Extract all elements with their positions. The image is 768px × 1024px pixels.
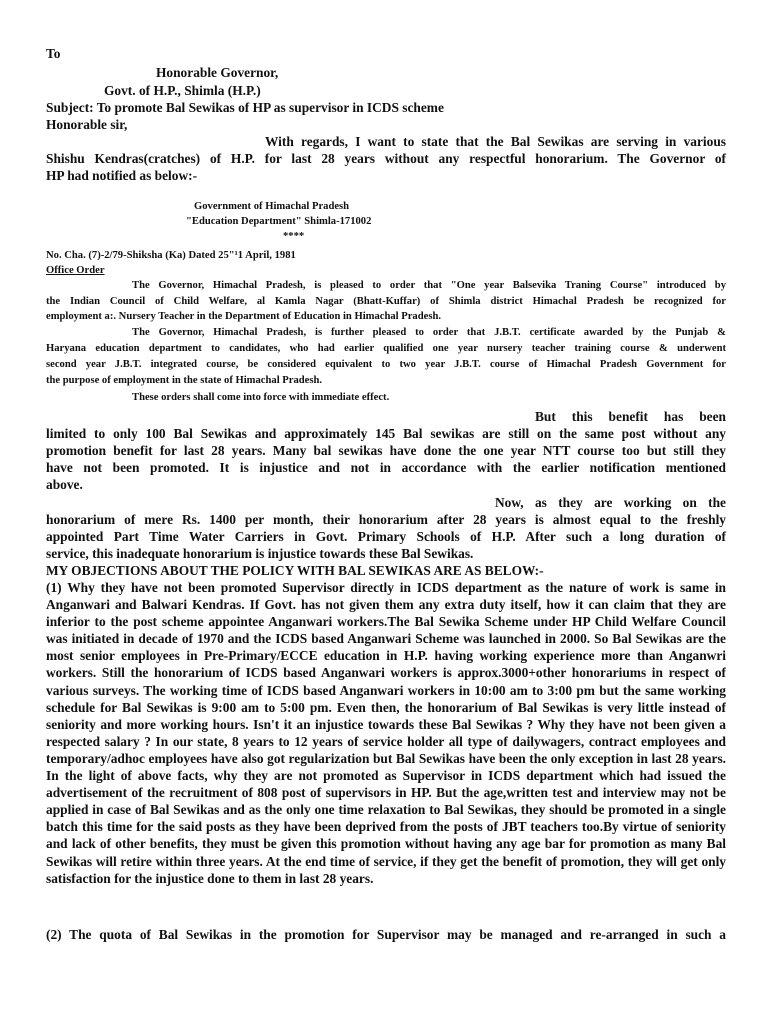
addressee-office: Govt. of H.P., Shimla (H.P.) <box>104 83 261 98</box>
order-p2-line-2: Haryana education department to candidates, who had earlier qualified one year nursery teacher training course & underwent <box>46 343 726 354</box>
office-order-heading: Office Order <box>46 265 105 276</box>
order-p2-line-3: second year J.B.T. integrated course, be considered equivalent to two year J.B.T. course of Himachal Pradesh Government for <box>46 359 726 370</box>
benefit-line-1: But this benefit has been <box>535 409 726 424</box>
intro-line-1: With regards, I want to state that the Bal Sewikas are serving in various <box>265 134 726 149</box>
order-p1-line-3: employment a:. Nursery Teacher in the Department of Education in Himachal Pradesh. <box>46 311 441 322</box>
notification-stars: **** <box>283 231 305 242</box>
objection-2-start: (2) The quota of Bal Sewikas in the promotion for Supervisor may be managed and re-arranged in such a <box>46 927 726 942</box>
honorarium-line-2: honorarium of mere Rs. 1400 per month, their honorarium after 28 years is almost equal to the freshly <box>46 512 726 527</box>
honorarium-line-3: appointed Part Time Water Carriers in Govt. Primary Schools of H.P. After such a long duration of <box>46 529 726 544</box>
notification-dept: "Education Department" Shimla-171002 <box>186 216 372 227</box>
order-p3: These orders shall come into force with immediate effect. <box>132 392 390 403</box>
salutation: Honorable sir, <box>46 117 128 132</box>
notification-govt: Government of Himachal Pradesh <box>194 201 350 212</box>
addressee-title: Honorable Governor, <box>156 65 279 80</box>
objection-1-paragraph: (1) Why they have not been promoted Supervisor directly in ICDS department as the nature of work is same in Anganwari and Balwari Kendras. If Govt. has not given them any extra duty itself, how it can claim that they are inferior to the post scheme appointee Anganwari workers.The Bal Sewika Scheme under HP Child Welfare Council was initiated in decade of 1970 and the ICDS based Anganwari Scheme was launched in 2000. So Bal Sewikas are the most senior employees in Pre-Primary/ECCE education in H.P. having working experience more than Anganwri workers. Still the honorarium of ICDS based Anganwari workers is approx.3000+other honorariums in respect of various surveys. The working time of ICDS based Anganwari workers in 10:00 am to 3:00 pm but the same working schedule for Bal Sewikas is 9:00 am to 5:00 pm. Even then, the honorarium of Bal Sewikas is very little instead of seniority and more working hours. Isn't it an injustice towards these Bal Sewikas ? Why they have not been given a respected salary ? In our state, 8 years to 12 years of service holder all type of dailywagers, contract employees and temporary/adhoc employees have also got regularization but Bal Sewikas have been the only exception in last 28 years. In the light of above facts, why they are not promoted as Supervisor in ICDS department which had issued the advertisement of the recruitment of 808 post of supervisors in HP. But the age,written test and interview may not be applied in case of Bal Sewikas and as the only one time relaxation to Bal Sewikas, they should be promoted in a single batch this time for the said posts as they have been deprived from the posts of JBT teachers too.By virtue of seniority and lack of other benefits, they must be given this promotion without having any age bar for promotion as many Bal Sewikas will retire within three years. At the end time of service, if they get the benefit of promotion, they will get only satisfaction for the injustice done to them in last 28 years. <box>46 580 726 886</box>
honorarium-line-4: service, this inadequate honorarium is injustice towards these Bal Sewikas. <box>46 546 474 561</box>
objections-heading: MY OBJECTIONS ABOUT THE POLICY WITH BAL SEWIKAS ARE AS BELOW:- <box>46 563 544 578</box>
order-p1-line-1: The Governor, Himachal Pradesh, is pleased to order that "One year Balsevika Traning Course" introduced by <box>132 280 726 291</box>
benefit-line-2: limited to only 100 Bal Sewikas and approximately 145 Bal sewikas are still on the same post without any <box>46 426 726 441</box>
subject-line: Subject: To promote Bal Sewikas of HP as supervisor in ICDS scheme <box>46 100 444 115</box>
benefit-line-4: have not been promoted. It is injustice and not in accordance with the earlier notification mentioned <box>46 460 726 475</box>
order-p1-line-2: the Indian Council of Child Welfare, al Kamla Nagar (Bhatt-Kuffar) of Shimla district Himachal Pradesh be recognized for <box>46 296 726 307</box>
intro-line-2: Shishu Kendras(cratches) of H.P. for last 28 years without any respectful honorarium. The Governor of <box>46 151 726 166</box>
honorarium-line-1: Now, as they are working on the <box>495 495 726 510</box>
order-p2-line-4: the purpose of employment in the state of Himachal Pradesh. <box>46 375 323 386</box>
order-p2-line-1: The Governor, Himachal Pradesh, is further pleased to order that J.B.T. certificate awarded by the Punjab & <box>132 327 726 338</box>
benefit-line-3: promotion benefit for last 28 years. Many bal sewikas have done the one year NTT course too but still they <box>46 443 726 458</box>
notification-number-date: No. Cha. (7)-2/79-Shiksha (Ka) Dated 25"¹1 April, 1981 <box>46 250 296 261</box>
to-line: To <box>46 46 61 61</box>
intro-line-3: HP had notified as below:- <box>46 168 198 183</box>
benefit-line-5: above. <box>46 477 83 492</box>
